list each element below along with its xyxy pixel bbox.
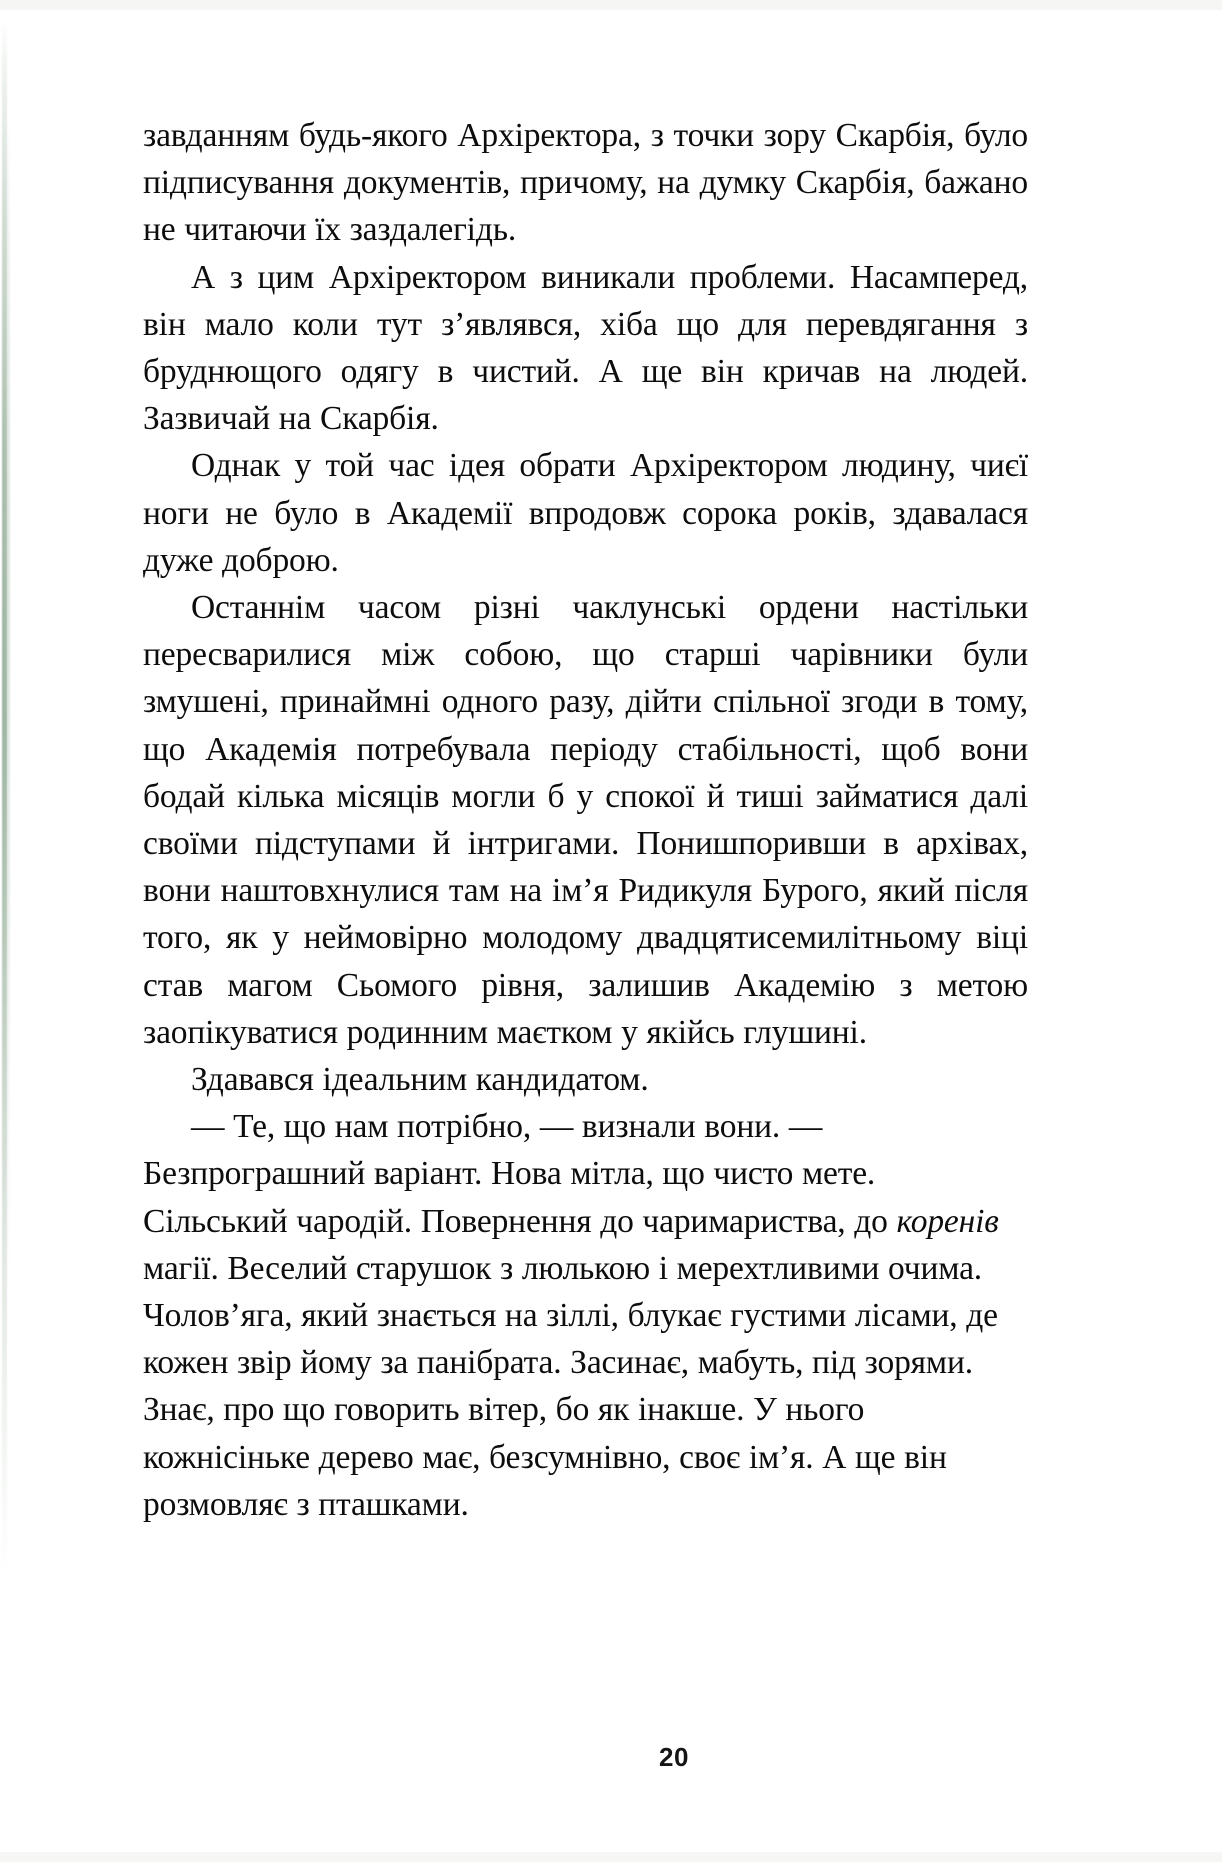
paragraph: А з цим Архіректором виникали проблеми. Насамперед, він мало коли тут з’являвся, хіба що для перевдягання з бруднющого одягу в чистий. А ще він кричав на людей. Зазвичай на Скарбія.: [143, 258, 1028, 438]
paragraph: Останнім часом різні чаклунські ордени настільки пересварилися між собою, що старші чарівники були змушені, принаймні одного разу, дійти спільної згоди в тому, що Академія потребувала періоду стабільності, щоб вони бодай кілька місяців могли б у спокої й тиші займатися далі своїми підступами й інтригами. Понишпоривши в архівах, вони наштовхнулися там на ім’я Ридикуля Бурого, який після того, як у неймовірно молодому двадцятисемилітньому віці став магом Сьомого рівня, залишив Академію з метою заопікуватися родинним маєтком у якійсь глушині.: [143, 589, 1028, 1051]
paragraph: Однак у той час ідея обрати Архіректором людину, чиєї ноги не було в Академії впродовж сорока років, здавалася дуже доброю.: [143, 447, 1028, 579]
page-body-text: [143, 112, 1028, 1528]
page-number: 20: [659, 1742, 689, 1772]
emphasis-text: коренів: [896, 1202, 999, 1240]
page-bottom-edge: [0, 1852, 1222, 1862]
paragraph: — Те, що нам потрібно, — визнали вони. — Безпрограшний варіант. Нова мітла, що чисто мете. Сільський чародій. Повернення до чаримариства, до коренів магії. Веселий старушок з люлькою і мерехтливими очима. Чолов’яга, який знається на зіллі, блукає густими лісами, де кожен звір йому за панібрата. Засинає, мабуть, під зорями. Знає, про що говорить вітер, бо як інакше. У нього кожнісіньке дерево має, безсумнівно, своє ім’я. А ще він розмовляє з пташками.: [143, 1108, 999, 1523]
page-footer: [0, 1742, 1222, 1773]
scan-artifact-streak-secondary: [7, 120, 10, 1300]
paragraph: завданням будь-якого Архіректора, з точки зору Скарбія, було підписування документів, причому, на думку Скарбія, бажано не читаючи їх заздалегідь.: [143, 117, 1028, 249]
scan-artifact-streak: [2, 18, 7, 1578]
page-top-edge: [0, 0, 1222, 10]
paragraph: Здавався ідеальним кандидатом.: [191, 1061, 649, 1099]
